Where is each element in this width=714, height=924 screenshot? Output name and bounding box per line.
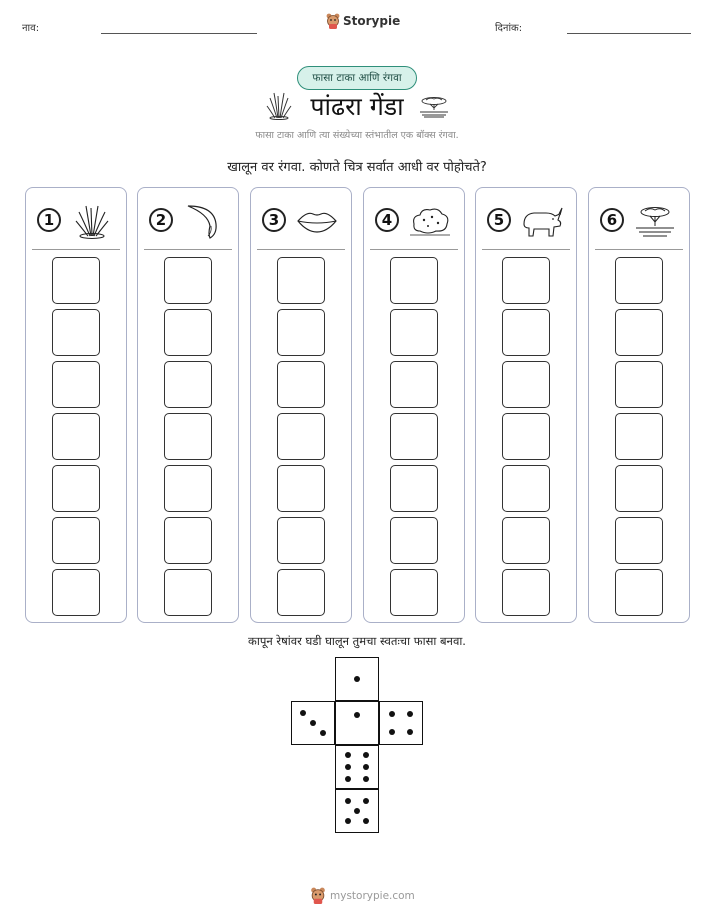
dice-face-one xyxy=(335,701,379,745)
pip xyxy=(345,752,351,758)
color-box[interactable] xyxy=(52,361,100,408)
pip xyxy=(345,776,351,782)
name-label: नाव: xyxy=(22,23,40,34)
color-box[interactable] xyxy=(502,517,550,564)
column-divider xyxy=(482,249,570,250)
color-box[interactable] xyxy=(502,465,550,512)
savanna-icon xyxy=(633,202,677,240)
color-box[interactable] xyxy=(277,465,325,512)
pip xyxy=(320,730,326,736)
color-box[interactable] xyxy=(277,569,325,616)
column-6 xyxy=(588,187,690,623)
footer-url[interactable]: mystorypie.com xyxy=(330,889,415,902)
horn-icon xyxy=(182,202,226,240)
color-box[interactable] xyxy=(52,569,100,616)
color-box[interactable] xyxy=(390,517,438,564)
instruction-text: खालून वर रंगवा. कोणते चित्र सर्वात आधी वर पोहोचते? xyxy=(227,160,487,175)
column-divider xyxy=(370,249,458,250)
color-box[interactable] xyxy=(390,309,438,356)
color-box[interactable] xyxy=(52,309,100,356)
color-box[interactable] xyxy=(164,309,212,356)
brand-logo xyxy=(326,13,400,29)
column-2 xyxy=(137,187,239,623)
column-divider xyxy=(144,249,232,250)
color-box[interactable] xyxy=(615,361,663,408)
color-box[interactable] xyxy=(615,413,663,460)
color-box[interactable] xyxy=(615,309,663,356)
color-box[interactable] xyxy=(502,257,550,304)
lips-icon xyxy=(295,202,339,240)
column-divider xyxy=(32,249,120,250)
pip xyxy=(354,712,360,718)
column-number: 1 xyxy=(37,208,61,232)
pip xyxy=(345,818,351,824)
date-label: दिनांक: xyxy=(495,23,523,34)
color-box[interactable] xyxy=(52,413,100,460)
color-box[interactable] xyxy=(52,517,100,564)
color-box[interactable] xyxy=(615,465,663,512)
color-box[interactable] xyxy=(52,465,100,512)
date-field-line[interactable] xyxy=(567,33,691,34)
color-box[interactable] xyxy=(390,361,438,408)
pip xyxy=(389,711,395,717)
color-box[interactable] xyxy=(52,257,100,304)
pip xyxy=(345,764,351,770)
color-box[interactable] xyxy=(502,309,550,356)
column-5 xyxy=(475,187,577,623)
pip xyxy=(345,798,351,804)
grass-icon xyxy=(70,202,114,240)
savanna-decoration-icon xyxy=(418,96,450,118)
pip xyxy=(354,808,360,814)
pip xyxy=(363,764,369,770)
pip xyxy=(363,818,369,824)
color-box[interactable] xyxy=(277,361,325,408)
mud-puddle-icon xyxy=(408,202,452,240)
column-number: 5 xyxy=(487,208,511,232)
dice-face-one xyxy=(335,657,379,701)
column-divider xyxy=(257,249,345,250)
storypie-mascot-icon xyxy=(326,13,340,29)
column-number: 6 xyxy=(600,208,624,232)
column-number: 3 xyxy=(262,208,286,232)
color-box[interactable] xyxy=(277,517,325,564)
dice-face-six xyxy=(335,745,379,789)
dice-face-four xyxy=(379,701,423,745)
pip xyxy=(389,729,395,735)
storypie-mascot-icon xyxy=(310,887,326,904)
color-box[interactable] xyxy=(277,309,325,356)
column-number: 2 xyxy=(149,208,173,232)
color-box[interactable] xyxy=(615,517,663,564)
color-box[interactable] xyxy=(164,517,212,564)
rhino-icon xyxy=(520,202,564,240)
color-box[interactable] xyxy=(164,569,212,616)
color-box[interactable] xyxy=(390,465,438,512)
column-number: 4 xyxy=(375,208,399,232)
pip xyxy=(407,711,413,717)
activity-badge: फासा टाका आणि रंगवा xyxy=(297,66,417,90)
name-field-line[interactable] xyxy=(101,33,257,34)
color-box[interactable] xyxy=(390,569,438,616)
pip xyxy=(363,798,369,804)
color-box[interactable] xyxy=(615,569,663,616)
color-box[interactable] xyxy=(164,465,212,512)
page-title: पांढरा गेंडा xyxy=(310,92,404,121)
color-box[interactable] xyxy=(390,413,438,460)
pip xyxy=(363,752,369,758)
dice-face-five xyxy=(335,789,379,833)
color-box[interactable] xyxy=(277,257,325,304)
pip xyxy=(363,776,369,782)
color-box[interactable] xyxy=(164,257,212,304)
color-box[interactable] xyxy=(164,361,212,408)
color-box[interactable] xyxy=(615,257,663,304)
pip xyxy=(354,676,360,682)
footer xyxy=(310,887,415,904)
pip xyxy=(407,729,413,735)
color-box[interactable] xyxy=(164,413,212,460)
color-box[interactable] xyxy=(390,257,438,304)
column-1 xyxy=(25,187,127,623)
column-divider xyxy=(595,249,683,250)
color-box[interactable] xyxy=(277,413,325,460)
column-4 xyxy=(363,187,465,623)
pip xyxy=(310,720,316,726)
dice-face-three xyxy=(291,701,335,745)
color-box[interactable] xyxy=(502,361,550,408)
color-box[interactable] xyxy=(502,569,550,616)
brand-name: Storypie xyxy=(343,14,401,28)
cut-instruction: कापून रेषांवर घडी घालून तुमचा स्वतःचा फासा बनवा. xyxy=(248,634,466,648)
column-3 xyxy=(250,187,352,623)
page-subtitle: फासा टाका आणि त्या संख्येच्या स्तंभातील एक बॉक्स रंगवा. xyxy=(255,130,459,141)
pip xyxy=(300,710,306,716)
color-box[interactable] xyxy=(502,413,550,460)
